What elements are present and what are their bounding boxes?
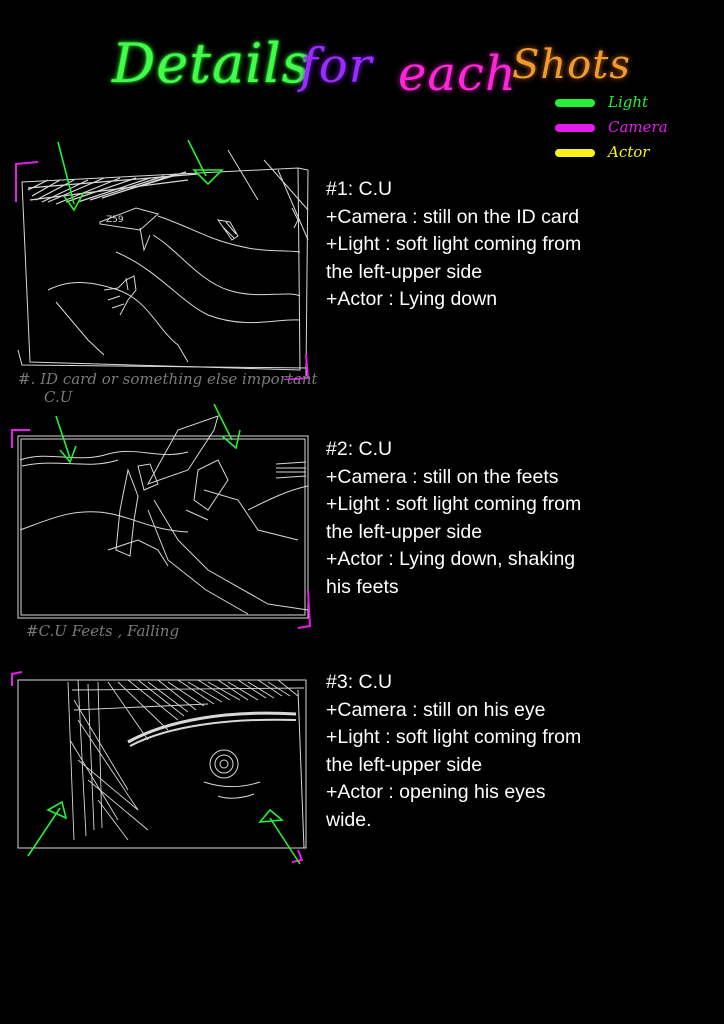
- shot-2-camera: +Camera : still on the feets: [326, 465, 559, 488]
- shot-3-actor: +Actor : opening his eyes: [326, 781, 546, 803]
- shot-1-light-cont: the left-upper side: [326, 260, 483, 283]
- legend-item-camera: [555, 119, 715, 144]
- shot-2-sketch: [8, 400, 328, 635]
- shot-2-heading: #2: C.U: [326, 438, 393, 460]
- shot-1-sketch: [8, 140, 328, 380]
- title-word-shots: Shots: [512, 42, 631, 88]
- legend-label-light: Light: [608, 93, 649, 111]
- shot-2-actor-cont: his feets: [326, 575, 399, 598]
- shot-2-caption: #C.U Feets , Falling: [26, 622, 180, 640]
- shot-1-actor: +Actor : Lying down: [326, 288, 498, 310]
- shot-3-light: +Light : soft light coming from: [326, 726, 582, 748]
- legend-label-camera: Camera: [608, 118, 668, 136]
- legend-swatch-actor: [555, 149, 595, 157]
- shot-1-camera: +Camera : still on the ID card: [326, 205, 580, 228]
- shot-3-description: [326, 669, 626, 834]
- title-word-for: for: [300, 38, 373, 94]
- shot-2-actor: +Actor : Lying down, shaking: [326, 548, 576, 570]
- shot-3-light-cont: the left-upper side: [326, 753, 483, 776]
- legend-item-light: [555, 94, 715, 119]
- legend-label-actor: Actor: [608, 143, 650, 161]
- shot-1-description: [326, 176, 626, 314]
- shot-2-light-cont: the left-upper side: [326, 520, 483, 543]
- legend-swatch-camera: [555, 124, 595, 132]
- svg-text:Z59: Z59: [106, 215, 124, 225]
- color-legend: [555, 94, 715, 169]
- shot-1-heading: #1: C.U: [326, 178, 393, 200]
- shot-1-caption-sub: C.U: [44, 388, 73, 406]
- shot-2-description: [326, 436, 626, 601]
- shot-3-sketch: [8, 660, 328, 870]
- legend-item-actor: [555, 144, 715, 169]
- shot-3-camera: +Camera : still on his eye: [326, 698, 546, 721]
- shot-2-light: +Light : soft light coming from: [326, 493, 582, 515]
- shot-1-light: +Light : soft light coming from: [326, 233, 582, 255]
- title-word-details: Details: [112, 32, 311, 95]
- title-word-each: each: [398, 46, 517, 102]
- shot-1-caption: #. ID card or something else important: [18, 370, 318, 388]
- shot-3-actor-cont: wide.: [326, 808, 372, 831]
- legend-swatch-light: [555, 99, 595, 107]
- shot-3-heading: #3: C.U: [326, 671, 393, 693]
